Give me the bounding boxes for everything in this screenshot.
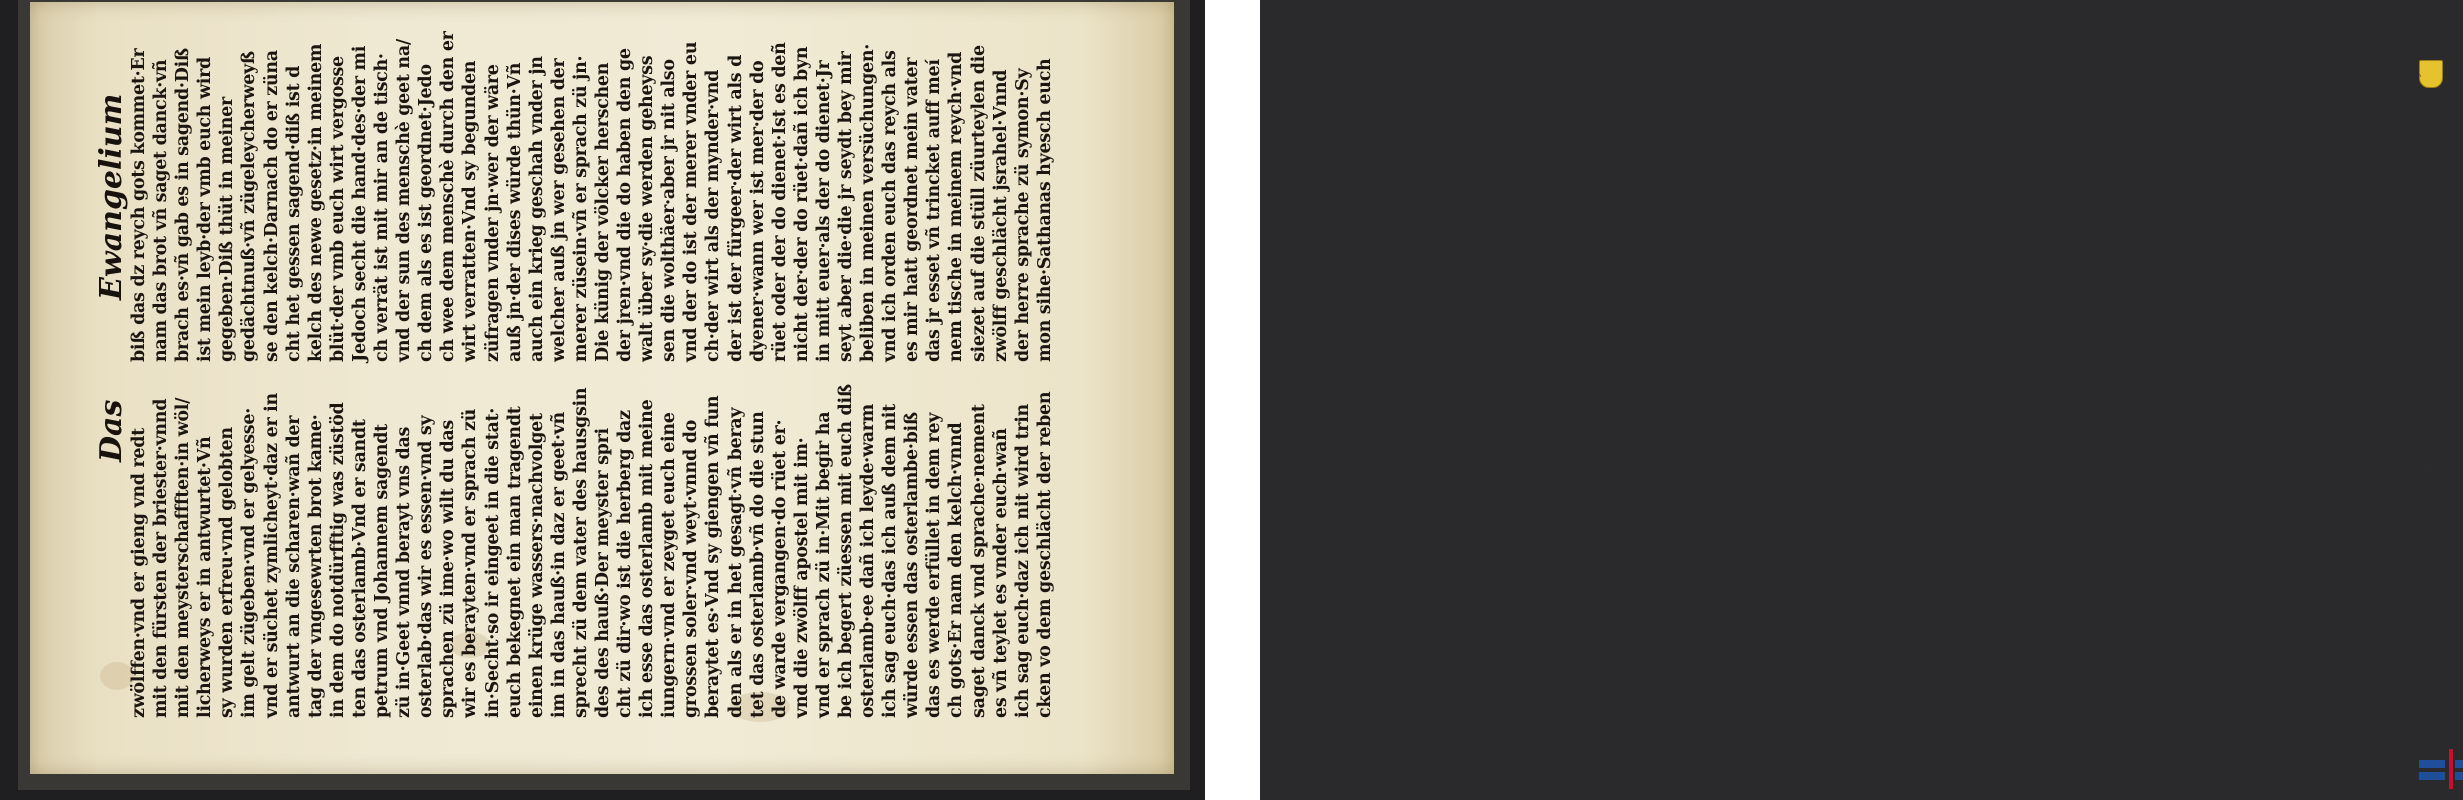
text-line: einen krüge wassers·nachvolget <box>526 413 547 718</box>
funder-name: Baden-Württemberg <box>2443 46 2453 150</box>
text-line: se den kelch·Darnach do er züna <box>261 50 282 362</box>
text-line: walt über sy·die werden geheyss <box>637 55 658 362</box>
page-url-link[interactable]: http://dl.ub.uni-freiburg.de/diglit/ander1490-2/0748 <box>2423 312 2438 648</box>
text-line: rüet oder der do dienet·Ist es deñ <box>769 42 790 362</box>
text-line: das es werde erfüllet in dem rey <box>924 412 945 718</box>
text-line: züfragen vnder jn·wer der wäre <box>482 64 503 362</box>
text-line: petrum vnd Johannem sagendt <box>372 424 393 718</box>
text-line: zwölffen·vnd er gieng vnd redt <box>129 428 149 718</box>
text-line: es mir hatt geordnet mein vater <box>902 57 923 362</box>
text-line: Jedoch secht die hand·des·der mi <box>349 45 370 362</box>
text-line: vnd die zwölff apostel mit im· <box>791 437 812 718</box>
text-line: cken vo dem geschlächt der reben <box>1034 391 1055 718</box>
text-line: ist mein leyb·der vmb euch wird <box>195 57 216 362</box>
text-line: beliben in meinen versüchungen· <box>858 43 879 362</box>
viewer-sidebar-strip <box>1205 0 2459 800</box>
text-line: be ich begert züessen mit euch diß <box>836 384 856 718</box>
text-line: Die künig der völcker herschen <box>592 62 613 362</box>
text-line: blüt·der vmb euch wirt vergosse <box>327 56 348 362</box>
text-line: der jren·vnd die do haben den ge <box>615 48 636 362</box>
text-line: dyener·wann wer ist mer·der do <box>747 60 768 362</box>
text-line: mit den fürsten der briester·vnnd <box>151 398 172 718</box>
text-line: cht zü dir·wo ist die herberg daz <box>615 410 636 718</box>
text-line: nem tische in meinem reych·vnd <box>946 51 967 362</box>
text-line: ch·der wirt als der mynder·vnd <box>703 69 724 362</box>
text-line: tet das osterlamb·vñ do die stun <box>747 411 768 718</box>
text-line: das jr esset vñ trincket auff meí <box>924 59 945 362</box>
text-line: tag der vngesewrten brot kame· <box>305 414 326 718</box>
text-line: auß jn·der dises würde thün·Vñ <box>504 62 525 362</box>
text-line: beraytet es·Vnd sy giengen vñ fun <box>703 395 724 718</box>
text-line: biß das dz reych gots kommet·Er <box>129 48 149 362</box>
text-line: im gelt zügeben·vnd er gelyesse· <box>239 408 260 718</box>
coat-of-arms-icon <box>2419 60 2443 88</box>
text-line: auch ein krieg geschah vnder jn <box>526 56 547 362</box>
text-line: ich esse das osterlamb mit meine <box>637 399 658 718</box>
text-line: welcher auß jn wer gesehen der <box>548 58 569 362</box>
text-line: in mitt euer·als der do dienet·Jr <box>813 60 834 362</box>
text-line: vnd er sprach zü in·Mit begir ha <box>813 411 834 718</box>
text-line: sprachen zü ime·wo wilt du das <box>438 420 459 718</box>
text-line: osterlamb·ee dañ ich leyde·warm <box>858 404 879 718</box>
text-line: würde essen das osterlambe·biß <box>902 412 923 718</box>
heading-das: Das <box>94 399 129 462</box>
text-line: mon sihe·Sathanas hyesch euch <box>1034 58 1055 362</box>
text-line: brach es·vñ gab es in sagend·Diß <box>173 48 194 362</box>
text-line: vnd ich orden euch das reych als <box>880 50 901 362</box>
text-line: es vñ teylet es vnder euch·wañ <box>990 428 1011 718</box>
text-line: wir es berayten·vnd er sprach zü <box>460 408 481 718</box>
text-line: in dem do notdürfftig was züstöd <box>327 402 348 718</box>
text-line: euch bekegnet ein man tragendt <box>504 406 525 718</box>
text-line: antwurt an die scharen·wañ der <box>283 415 304 718</box>
left-column <box>128 384 1056 718</box>
text-line: kelch des newe gesetz·in meinem <box>305 43 326 362</box>
text-line: der herre sprache zü symon·Sy <box>1012 68 1033 362</box>
text-line: wirt verratten·Vnd sy begunden <box>460 60 481 362</box>
text-line: siezet auf die stüll züurteylen die <box>968 45 989 362</box>
text-line: ch verrät ist mit mir an de tisch· <box>372 53 393 362</box>
text-line: ich sag euch·das ich auß dem nit <box>880 404 901 718</box>
text-line: vnd der sun des menschè geet na/ <box>394 39 415 362</box>
funder-label: gefördert durch <box>2413 23 2421 78</box>
text-line: saget danck vnd sprache·nement <box>968 404 989 718</box>
text-line: grossen soler·vnd weyt·vnnd do <box>681 419 702 718</box>
heading-evangelium: Ewangelium <box>94 93 129 300</box>
text-line: cht het gessen sagend·diß ist d <box>283 65 304 362</box>
text-line: osterlab·das wir es essen·vnd sy <box>416 415 437 718</box>
copyright-text: © Universitätsbibliothek Freiburg <box>2442 431 2457 648</box>
text-line: der ist der fürgeer·der wirt als d <box>725 54 746 362</box>
text-line: zwölff geschlächt jsrahel·Vnnd <box>990 69 1011 362</box>
text-line: ten das osterlamb·Vnd er sandt <box>349 419 370 718</box>
text-line: gegeben·Diß thüt in meiner <box>217 97 238 362</box>
right-column <box>128 31 1056 362</box>
text-line: licherweys er in antwurtet·Vñ <box>195 436 216 718</box>
text-line: sen die wolthäer·aber jr nit also <box>659 59 680 362</box>
text-line: sy wurden erfreu·vnd gelobten <box>217 427 238 718</box>
text-line: in·Secht·so ir eingeet in die stat· <box>482 407 503 718</box>
text-line: nam das brot vñ saget danck·vñ <box>151 59 172 362</box>
text-line: nicht der·der do rüet·dañ ich byn <box>791 46 812 362</box>
text-line: iungern·vnd er zeyget euch eine <box>659 412 680 718</box>
text-line: zü in·Geet vnnd berayt vns das <box>394 426 415 718</box>
text-line: vnd der do ist der merer vnder eu <box>681 41 702 362</box>
text-line: den als er in het gesagt·vñ beray <box>725 407 746 718</box>
text-line: gedächtnuß·vñ zügeleycherweyß <box>239 51 260 362</box>
text-line: im in das hauß·in daz er geet·vñ <box>548 412 569 718</box>
funder-ministry: MINISTERIUM FÜR WISSENSCHAFT, FORSCHUNG UND KUNST <box>2454 13 2459 150</box>
text-line: ch gots·Er nam den kelch·vnnd <box>946 422 967 718</box>
text-line: vnd er süchet zymlicheyt·daz er in <box>261 393 282 718</box>
text-line: ich sag euch·daz ich nit wird trin <box>1012 404 1033 718</box>
text-line: ch wee dem menschè durch den er <box>438 31 459 362</box>
text-line: des des hauß·Der meyster spri <box>592 428 613 718</box>
text-line: ch dem als es ist geordnet·Jedo <box>416 64 437 362</box>
text-line: seyt aber die·die jr seydt bey mir <box>836 51 856 362</box>
text-line: mit den meysterschaffften·in wöl/ <box>173 397 194 718</box>
text-line: merer züsein·vñ er sprach zü jn· <box>570 55 591 362</box>
text-line: de warde vergangen·do rüet er· <box>769 419 790 718</box>
text-line: sprecht zü dem vater des hausgsin <box>570 387 591 718</box>
